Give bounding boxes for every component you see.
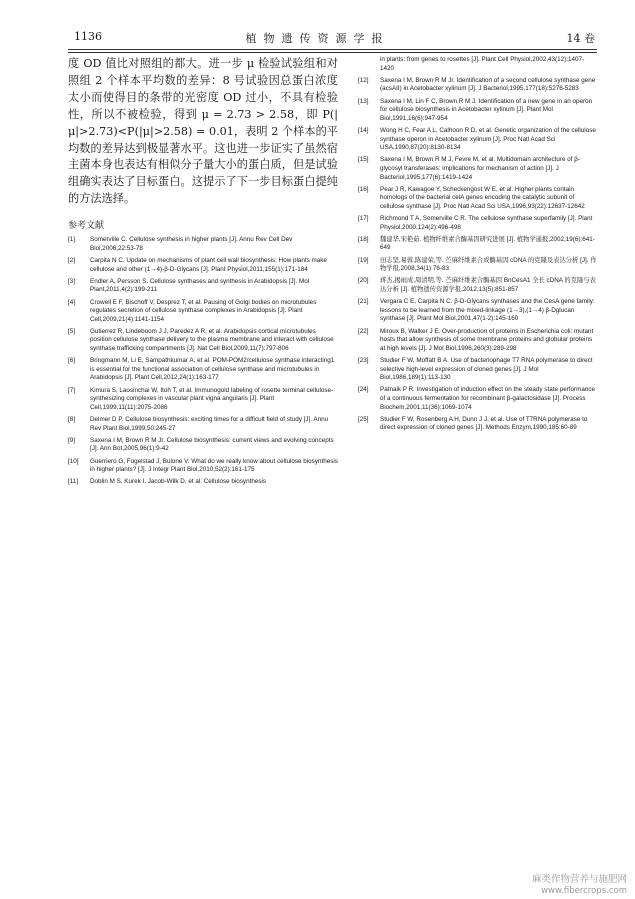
reference-item [358, 416, 598, 433]
reference-item [358, 215, 598, 232]
reference-text: Bringmann M, Li E, Sampathkumar A, et al. POM-POM2/cellulose synthase interacting1 is essential for the functional association of cellulose synthase and microtubules in Arabidopsis [J]. Plant Cell,2012,24(1):163-177 [90, 357, 335, 382]
reference-item [68, 357, 338, 383]
reference-text: Saxena I M, Brown R M Jr. Cellulose biosynthesis: current views and evolving concepts [J]. Ann Bot,2005,96(1):9-42 [90, 436, 334, 453]
reference-text: Kimura S, Laosinchai W, Itoh T, et al. Immunogold labeling of rosette terminal cellulose-synthesizing complexes in vascular plant vigna angularis [J]. Plant Cell,1999,11(11):2075-2086 [90, 386, 334, 411]
reference-number: [12] [358, 76, 369, 84]
reference-text: Wong H C, Fear A L, Calhoon R D, et al. Genetic organization of the cellulose synthase operon in Acetobacter xylinum [J]. Proc Natl Acad Sci USA,1990,87(20):8130-8134 [380, 126, 596, 152]
watermark-url: www.fibercrops.com [541, 886, 627, 896]
reference-number: [9] [68, 436, 76, 444]
reference-item [68, 458, 338, 475]
reference-number: [17] [358, 215, 369, 223]
reference-item [68, 257, 338, 274]
reference-item [358, 257, 598, 274]
reference-text: Vergara C E, Carpita N C. β-D-Glycans synthases and the CesA gene family: lessons to be learned from the mixed-linkage (1→3),(1→4) β-Dglucan synthase [J]. Plant Mol Biol,2001,47(1-2):145-160 [380, 298, 595, 323]
reference-text: Carpita N C. Update on mechanisms of plant cell wall biosynthesis: How plants make cellulose and other (1→4)-β-D-Glycans [J]. Plant Physiol,2011,155(1):171-184 [90, 256, 327, 273]
reference-item [68, 278, 338, 295]
reference-text: Miroux B, Walker J E. Over-production of proteins in Escherichia coli: mutant hosts that allow synthesis of some membrane proteins and globular proteins at high levels [J]. J Mol Biol,1996,260(3):289-298 [380, 327, 594, 352]
reference-number: [13] [358, 97, 369, 105]
reference-item [68, 236, 338, 253]
reference-text: 田志坚,易蓉,陈建荣,等. 苎麻纤维素合成酶基因 cDNA 的克隆及表达分析 [J]. 作物学报,2008,34(1):76-83 [380, 256, 597, 273]
reference-number: [3] [68, 277, 76, 285]
references-heading: 参考文献 [68, 221, 105, 232]
reference-text: Crowell E F, Bischoff V, Desprez T, et al. Pausing of Golgi bodies on microtubules regulates secretion of cellulose synthase complexes in Arabidopsis [J]. Plant Cell,2009,21(4):1141-1154 [90, 298, 317, 323]
reference-item [358, 127, 598, 153]
reference-item [358, 236, 598, 253]
reference-number: [18] [358, 235, 369, 243]
reference-item [358, 98, 598, 124]
paragraph-text: 度 OD 值比对照组的都大。进一步 μ 检验试验组和对照组 2 个样本平均数的差异：8 号试验因总蛋白浓度太小而使得目的条带的光密度 OD 过小，不具有检验性，所以不被检验，得到 μ = 2.73 > 2.58，即 P(|μ|>2.73)<P(|μ|>2.58) = 0.01，表明 2 个样本的平均数的差异达到极显著水平。这也进一步证实了虽然宿主菌本身也表达有相似分子量大小的蛋白质，但是试验组确实表达了目标蛋白。这提示了下一步目标蛋白提纯的方法选择。 [68, 57, 338, 206]
reference-number: [19] [358, 256, 369, 264]
reference-text: Guerriero G, Fugelstad J, Bulone V. What do we really know about cellulose biosynthesis in higher plants? [J]. J Integr Plant Biol,2010,52(2):161-175 [90, 457, 338, 474]
reference-text: in plants: from genes to rosettes [J]. Plant Cell Physiol,2002,43(12):1407-1420 [380, 56, 585, 72]
reference-number: [5] [68, 327, 76, 335]
reference-item [358, 357, 598, 383]
page-number: 1136 [74, 30, 102, 43]
reference-number: [14] [358, 126, 369, 134]
header-rule [68, 49, 597, 50]
body-paragraph [68, 56, 338, 208]
left-column [68, 56, 338, 491]
reference-number: [15] [358, 156, 369, 164]
reference-text: Doblin M S, Kurek I, Jacob-Wilk D, et al. Cellulose biosynthesis [90, 478, 267, 486]
volume-label: 14 卷 [566, 32, 595, 45]
reference-text: 魏建华,宋艳茹. 植物纤维素合酶基因研究进展 [J]. 植物学通报,2002,19(6):641-649 [380, 235, 595, 252]
reference-item [68, 328, 338, 354]
reference-number: [16] [358, 185, 369, 193]
reference-text: Patnaik P R. Investigation of induction effect on the steady state performance of a continuous fermentation for recombinant β-galactosidase [J]. Process Biochem,2001,11(36):1069-1074 [380, 386, 596, 411]
reference-text: Somerville C. Cellulose synthesis in higher plants [J]. Annu Rev Cell Dev Biol,2006,22:53-78 [90, 236, 293, 252]
references-list-right [358, 56, 598, 433]
reference-number: [6] [68, 357, 76, 365]
reference-item [358, 156, 598, 182]
reference-number: [4] [68, 298, 76, 306]
reference-number: [24] [358, 386, 369, 394]
header-rule-thin [68, 52, 597, 53]
reference-item [68, 299, 338, 325]
reference-number: [1] [68, 236, 76, 244]
reference-number: [23] [358, 356, 369, 364]
reference-text: Pear J R, Kawagoe Y, Scheckengost W E, et al. Higher plants contain homologs of the bacterial celA genes encoding the catalytic subunit of cellulose synthase [J]. Proc Natl Acad Sci USA,1996,93(22):12637-12642 [380, 185, 585, 210]
reference-item [358, 298, 598, 324]
right-column [358, 56, 598, 436]
references-list-left [68, 236, 338, 487]
reference-item [358, 186, 598, 212]
reference-item [68, 437, 338, 454]
journal-title: 植物遗传资源学报 [245, 32, 390, 45]
reference-item [358, 386, 598, 412]
reference-number: [22] [358, 327, 369, 335]
reference-number: [20] [358, 277, 369, 285]
reference-text: Endler A, Persson S. Cellulose synthases and synthesis in Arabidopsis [J]. Mol Plant,2011,4(2):199-211 [90, 277, 310, 294]
reference-number: [2] [68, 256, 76, 264]
reference-text: Studier F W, Moffatt B A. Use of bacteriophage T7 RNA polymerase to direct selective high-level expression of cloned genes [J]. J Mol Biol,1986,189(1):113-130 [380, 356, 593, 382]
reference-item [358, 77, 598, 94]
reference-number: [10] [68, 457, 79, 465]
reference-item [358, 56, 598, 73]
reference-text: Gutierrez R, Lindeboom J J, Paredez A R, et al. Arabidopsis cortical microtubules position cellulose synthase delivery to the plasma membrane and interact with cellulose synthase trafficking compartments [J]. Nat Cell Biol,2009,11(7):797-806 [90, 327, 334, 353]
watermark-text: 麻类作物营养与施肥网 [531, 874, 627, 885]
reference-text: Studier F W, Rosenberg A H, Dunn J J, et al. Use of T7RNA polymerase to direct expression of cloned genes [J]. Methods Enzym,1990,185:60-89 [380, 415, 588, 432]
reference-number: [7] [68, 386, 76, 394]
reference-number: [11] [68, 478, 79, 486]
reference-item [68, 387, 338, 413]
reference-number: [21] [358, 298, 369, 306]
reference-text: 蒋杰,揭雨成,周清明,等. 苎麻纤维素合酶基因 BnCesA1 全长 cDNA 的克隆与表达分析 [J]. 植物遗传资源学报,2012,13(5):851-857 [380, 277, 596, 293]
reference-item [68, 478, 338, 487]
reference-text: Saxena I M, Brown R M Jr. Identification of a second cellulose synthase gene (acsAII) in Acetobacter xylinum [J]. J Bacteriol,1995,177(18):5276-5283 [380, 76, 596, 93]
reference-item [358, 328, 598, 354]
reference-text: Saxena I M, Lin F C, Brown R M J. Identification of a new gene in an operon for cellulose biosynthesis in Acetobacter xylinum [J]. Plant Mol Biol,1991,16(6):947-954 [380, 97, 593, 122]
reference-item [68, 416, 338, 433]
reference-number: [25] [358, 415, 369, 423]
reference-text: Richmond T A, Somerville C R. The cellulose synthase superfamily [J]. Plant Physiol,2000,124(2):496-498 [380, 215, 593, 231]
reference-number: [8] [68, 416, 76, 423]
reference-text: Delmer D P. Cellulose biosynthesis: exciting times for a difficult field of study [J]. Annu Rev Plant Biol,1999,50:245-27 [90, 416, 329, 432]
reference-item [358, 277, 598, 294]
reference-text: Saxena I M, Brown R M J, Fevre M, et al. Multidomain architecture of β-glycosyl transferases: implications for mechanism of action [J]. J Bacteriol,1995,177(6):1419-1424 [380, 156, 580, 181]
